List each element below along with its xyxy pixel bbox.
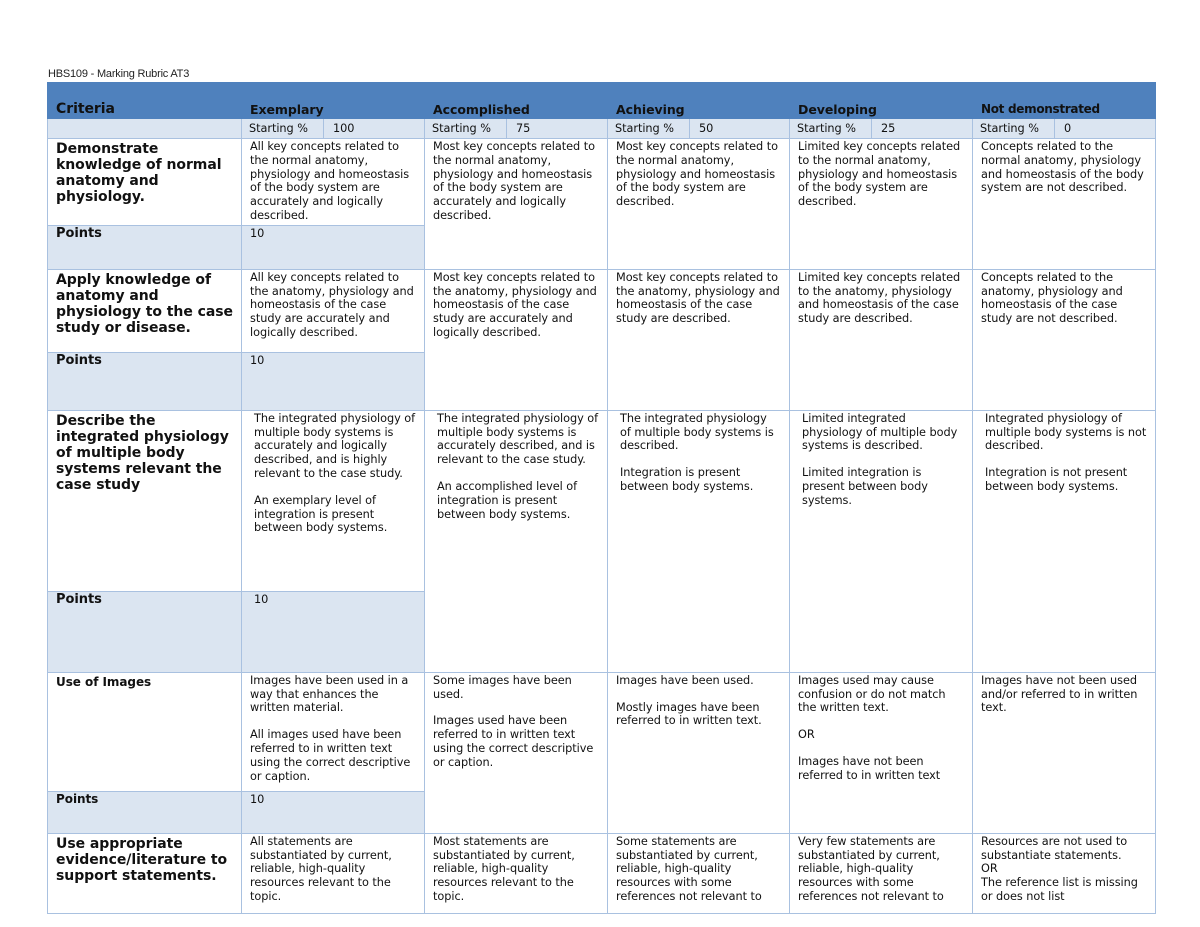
descriptor-paragraph: Limited integrated physiology of multiple body systems is described.	[802, 411, 958, 453]
rubric-table	[47, 82, 1156, 914]
starting-value: 75	[516, 121, 531, 135]
descriptor-paragraph: The integrated physiology of multiple body systems is accurately described, and is relevant to the case study.	[437, 411, 599, 467]
descriptor-paragraph: The reference list is missing or does not list	[981, 876, 1138, 903]
descriptor-exemplary: All statements are substantiated by current, reliable, high-quality resources relevant to the topic.	[242, 833, 425, 913]
criterion-cell: Use of Images	[48, 672, 242, 791]
points-value: 10	[242, 591, 425, 672]
descriptor-paragraph: OR	[798, 728, 815, 742]
descriptor-accomplished	[425, 672, 608, 833]
table-row	[48, 672, 1156, 791]
header-not-demonstrated: Not demonstrated	[973, 83, 1156, 119]
descriptor-achieving: Some statements are substantiated by current, reliable, high-quality resources with some references not relevant to	[608, 833, 790, 913]
criterion-cell: Use appropriate evidence/literature to support statements.	[48, 833, 242, 913]
starting-label: Starting %	[242, 119, 324, 138]
points-label: Points	[48, 791, 242, 833]
points-value: 10	[242, 791, 425, 833]
starting-value: 50	[699, 121, 714, 135]
descriptor-achieving: Most key concepts related to the normal anatomy, physiology and homeostasis of the body system are described.	[608, 139, 790, 270]
header-developing: Developing	[790, 83, 973, 119]
descriptor-not-demonstrated: Concepts related to the anatomy, physiology and homeostasis of the case study are not described.	[973, 269, 1156, 410]
starting-label: Starting %	[973, 119, 1055, 138]
criterion-cell: Demonstrate knowledge of normal anatomy and physiology.	[48, 139, 242, 226]
descriptor-exemplary	[242, 410, 425, 591]
descriptor-paragraph: Images used may cause confusion or do not match the written text.	[798, 673, 946, 715]
header-row	[48, 83, 1156, 119]
descriptor-developing	[790, 410, 973, 672]
descriptor-accomplished	[425, 410, 608, 672]
descriptor-paragraph: All images used have been referred to in written text using the correct descriptive or caption.	[250, 728, 411, 783]
descriptor-exemplary: All key concepts related to the normal anatomy, physiology and homeostasis of the body system are accurately and logically described.	[242, 139, 425, 226]
descriptor-not-demonstrated: Images have not been used and/or referred to in written text.	[973, 672, 1156, 833]
descriptor-paragraph: Integration is not present between body systems.	[985, 466, 1128, 493]
descriptor-paragraph: Integration is present between body systems.	[620, 466, 754, 493]
descriptor-achieving	[608, 672, 790, 833]
table-row	[48, 833, 1156, 913]
descriptor-paragraph: The integrated physiology of multiple body systems is accurately and logically described, and is highly relevant to the case study.	[254, 411, 416, 480]
table-row	[48, 410, 1156, 591]
points-value: 10	[242, 225, 425, 269]
starting-developing	[790, 119, 973, 139]
header-accomplished: Accomplished	[425, 83, 608, 119]
criterion-cell: Apply knowledge of anatomy and physiology to the case study or disease.	[48, 269, 242, 352]
starting-achieving	[608, 119, 790, 139]
descriptor-paragraph: Integrated physiology of multiple body systems is not described.	[985, 411, 1147, 453]
descriptor-paragraph: OR	[981, 862, 998, 876]
descriptor-not-demonstrated	[973, 410, 1156, 672]
starting-label: Starting %	[790, 119, 872, 138]
table-row	[48, 269, 1156, 352]
descriptor-paragraph: Images have been used.	[616, 673, 754, 687]
descriptor-paragraph: Limited integration is present between body systems.	[802, 466, 928, 507]
starting-blank	[48, 119, 242, 139]
descriptor-paragraph: Some images have been used.	[433, 673, 572, 701]
points-label: Points	[48, 225, 242, 269]
starting-label: Starting %	[425, 119, 507, 138]
descriptor-paragraph: Images have not been referred to in written text	[798, 754, 941, 782]
descriptor-developing: Limited key concepts related to the anatomy, physiology and homeostasis of the case study are described.	[790, 269, 973, 410]
descriptor-developing: Very few statements are substantiated by current, reliable, high-quality resources with some references not relevant to	[790, 833, 973, 913]
criterion-cell: Describe the integrated physiology of multiple body systems relevant the case study	[48, 410, 242, 591]
descriptor-not-demonstrated	[973, 833, 1156, 913]
points-label: Points	[48, 352, 242, 410]
descriptor-developing: Limited key concepts related to the normal anatomy, physiology and homeostasis of the body system are described.	[790, 139, 973, 270]
starting-exemplary	[242, 119, 425, 139]
starting-row	[48, 119, 1156, 139]
descriptor-achieving	[608, 410, 790, 672]
descriptor-accomplished: Most key concepts related to the anatomy, physiology and homeostasis of the case study are accurately and logically described.	[425, 269, 608, 410]
descriptor-paragraph: Resources are not used to substantiate statements.	[981, 834, 1128, 862]
header-achieving: Achieving	[608, 83, 790, 119]
descriptor-not-demonstrated: Concepts related to the normal anatomy, physiology and homeostasis of the body system are not described.	[973, 139, 1156, 270]
table-row	[48, 139, 1156, 226]
starting-accomplished	[425, 119, 608, 139]
starting-value: 100	[333, 121, 355, 135]
starting-value: 25	[881, 121, 896, 135]
descriptor-accomplished: Most statements are substantiated by current, reliable, high-quality resources relevant to the topic.	[425, 833, 608, 913]
points-value: 10	[242, 352, 425, 410]
descriptor-accomplished: Most key concepts related to the normal anatomy, physiology and homeostasis of the body system are accurately and logically described.	[425, 139, 608, 270]
descriptor-paragraph: Images used have been referred to in written text using the correct descriptive or caption.	[433, 714, 594, 769]
header-criteria: Criteria	[48, 83, 242, 119]
descriptor-paragraph: The integrated physiology of multiple body systems is described.	[620, 411, 774, 453]
descriptor-paragraph: Mostly images have been referred to in written text.	[616, 700, 762, 728]
descriptor-developing	[790, 672, 973, 833]
descriptor-exemplary: All key concepts related to the anatomy, physiology and homeostasis of the case study are accurately and logically described.	[242, 269, 425, 352]
starting-value: 0	[1064, 121, 1072, 135]
descriptor-exemplary	[242, 672, 425, 791]
descriptor-paragraph: An accomplished level of integration is present between body systems.	[437, 479, 578, 521]
descriptor-paragraph: Images have been used in a way that enhances the written material.	[250, 673, 409, 715]
starting-not-demonstrated	[973, 119, 1156, 139]
document-title: HBS109 - Marking Rubric AT3	[48, 68, 190, 80]
points-label: Points	[48, 591, 242, 672]
descriptor-achieving: Most key concepts related to the anatomy, physiology and homeostasis of the case study are described.	[608, 269, 790, 410]
header-exemplary: Exemplary	[242, 83, 425, 119]
starting-label: Starting %	[608, 119, 690, 138]
descriptor-paragraph: An exemplary level of integration is present between body systems.	[254, 493, 388, 535]
